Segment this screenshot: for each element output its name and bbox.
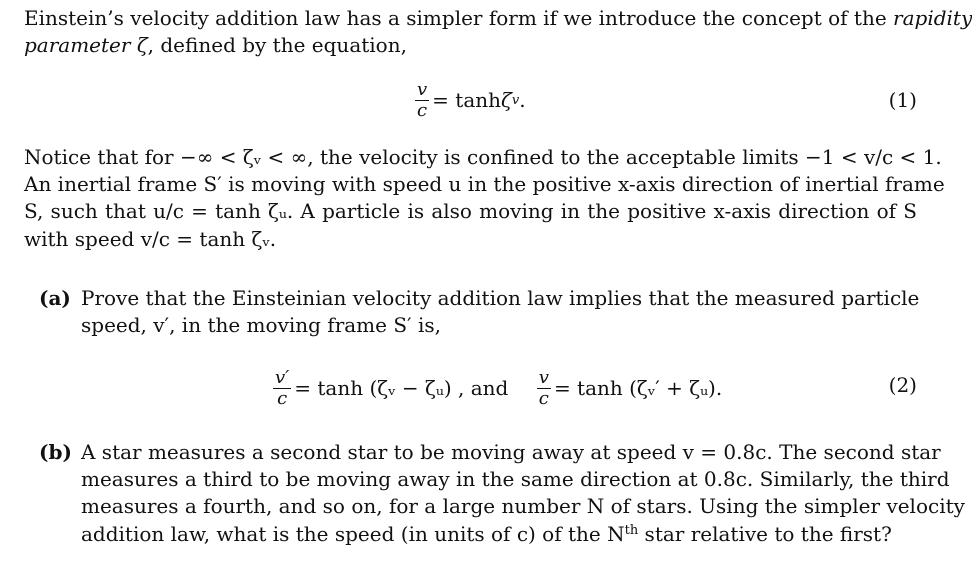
part-a-line-2: speed, v′, in the moving frame S′ is, (81, 313, 441, 337)
part-b-label: (b) (39, 440, 72, 464)
part-a-line-1: Prove that the Einsteinian velocity addition law implies that the measured particle (81, 286, 920, 310)
intro-line-2: parameter ζ, defined by the equation, (24, 33, 407, 57)
part-b-line-1: A star measures a second star to be moving away at speed v = 0.8c. The second star (81, 440, 941, 464)
part-b-line-4: addition law, what is the speed (in units of c) of the $N^{th}$ star relative to the first? (81, 522, 892, 546)
notice-line-1: Notice that for −∞ < ζᵥ < ∞, the velocity is confined to the acceptable limits −1 < v/c < 1. (24, 145, 942, 169)
fraction-v-over-c-2: $\frac{v}{c}$ (538, 367, 549, 409)
equation-2: $\frac{v'}{c}$ = tanh (ζᵥ − ζᵤ) , and $\frac{v}{c}$ = tanh (ζᵥ′ + ζᵤ). (275, 367, 723, 409)
notice-line-3: S, such that u/c = tanh ζᵤ. A particle is also moving in the positive x-axis direction of S (24, 199, 917, 223)
part-b-line-3: measures a fourth, and so on, for a large number N of stars. Using the simpler velocity (81, 494, 965, 518)
part-a-label: (a) (39, 286, 71, 310)
notice-line-2: An inertial frame S′ is moving with speed u in the positive x-axis direction of inertial frame (24, 172, 945, 196)
fraction-v-over-c: $\frac{v}{c}$ (417, 79, 428, 121)
part-b-line-2: measures a third to be moving away in the same direction at 0.8c. Similarly, the third (81, 467, 950, 491)
intro-line-1: Einstein’s velocity addition law has a simpler form if we introduce the concept of the rapidity (24, 6, 972, 30)
fraction-vprime-over-c: $\frac{v'}{c}$ (275, 367, 290, 409)
equation-number-1: (1) (888, 88, 917, 112)
equation-number-2: (2) (888, 373, 917, 397)
equation-1: $\frac{v}{c}$ = tanh ζ v . (417, 79, 526, 121)
notice-line-4: with speed v/c = tanh ζᵥ. (24, 227, 277, 251)
